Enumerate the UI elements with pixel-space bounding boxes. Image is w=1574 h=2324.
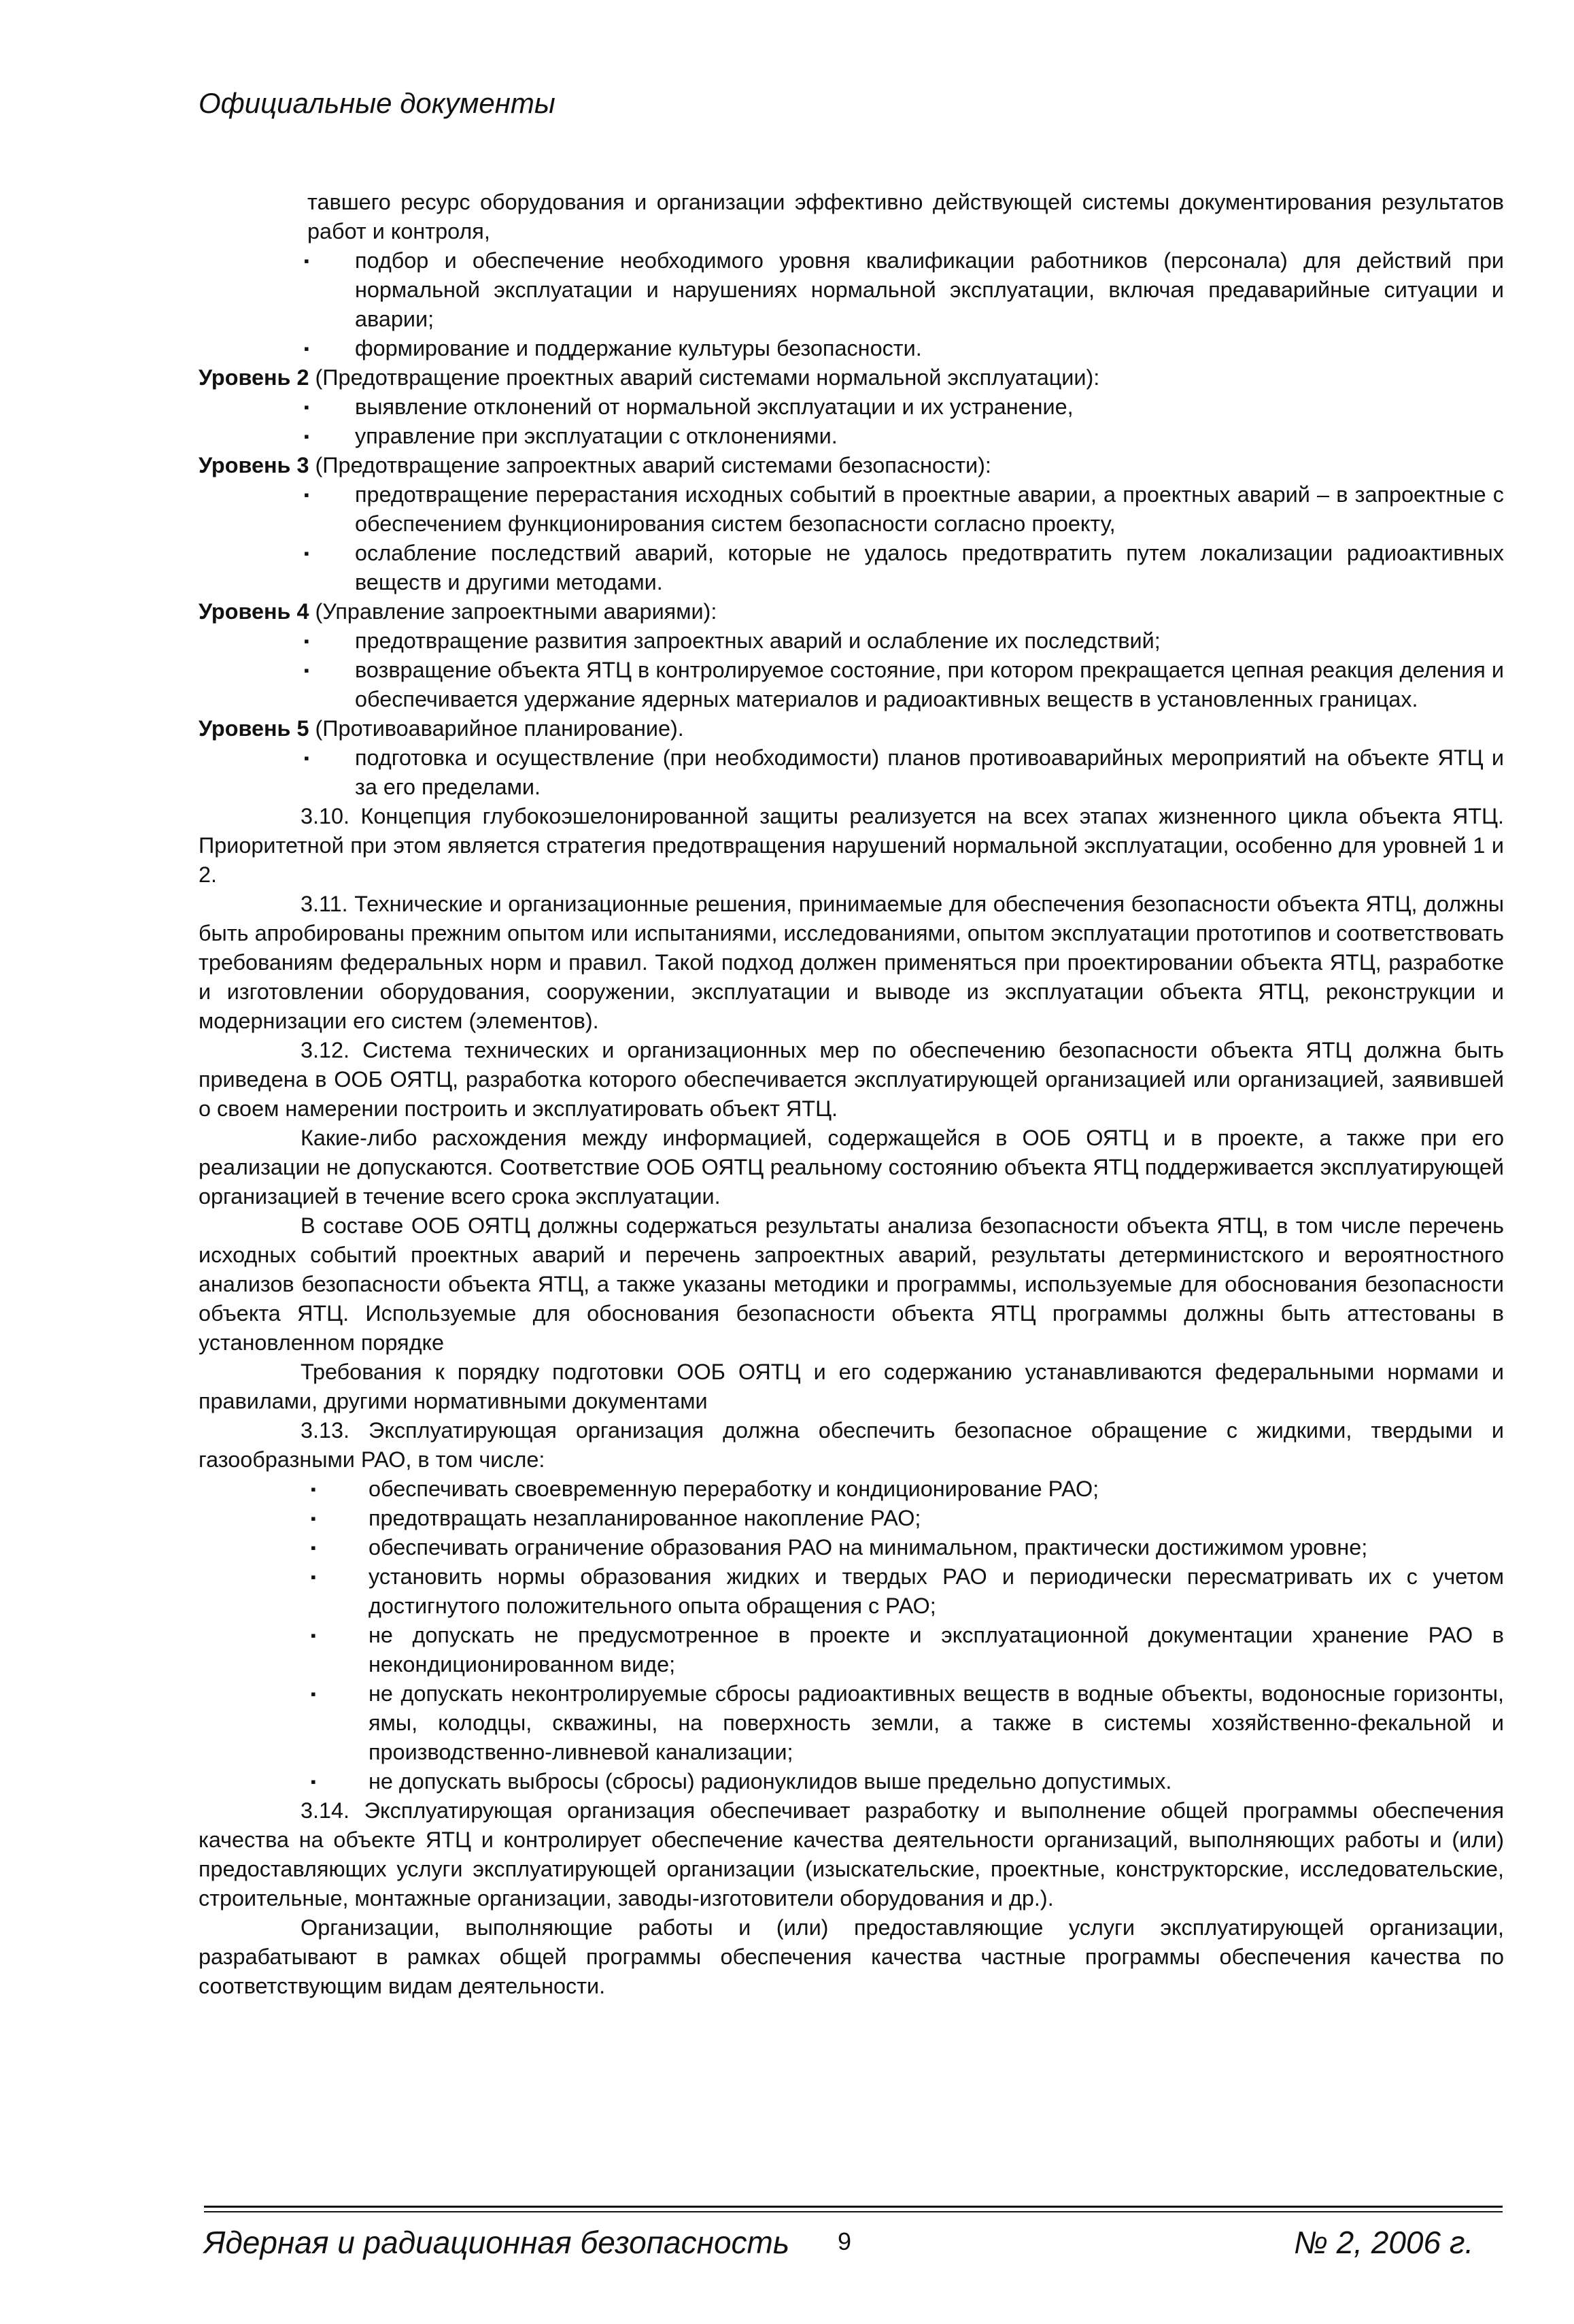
text: предотвращение развития запроектных аварий и ослабление их последствий; bbox=[355, 628, 1161, 653]
bullet-item bbox=[314, 1533, 1504, 1562]
paragraph bbox=[199, 1796, 1504, 1913]
footer-rule-bottom bbox=[204, 2211, 1503, 2212]
text: 3.13. Эксплуатирующая организация должна обеспечить безопасное обращение с жидкими, твердыми и газообразными РАО, в том числе: bbox=[199, 1418, 1504, 1472]
level-label: Уровень 2 bbox=[199, 365, 309, 390]
paragraph bbox=[199, 890, 1504, 1036]
level-heading bbox=[199, 451, 1504, 480]
bullet-item bbox=[314, 1562, 1504, 1621]
level-label: Уровень 5 bbox=[199, 716, 309, 741]
text: 3.11. Технические и организационные решения, принимаемые для обеспечения безопасности объекта ЯТЦ, должны быть апробированы прежним опытом или испытаниями, исследованиями, опытом эксплуатации прототипов и соответствовать требованиям федеральных норм и правил. Такой подход должен применяться при проектировании объекта ЯТЦ, разработке и изготовлении оборудования, сооружении, эксплуатации и выводе из эксплуатации объекта ЯТЦ, реконструкции и модернизации его систем (элементов). bbox=[199, 892, 1504, 1033]
paragraph bbox=[199, 1036, 1504, 1124]
body-text bbox=[199, 188, 1504, 2001]
text: выявление отклонений от нормальной эксплуатации и их устранение, bbox=[355, 394, 1074, 419]
text: 3.14. Эксплуатирующая организация обеспечивает разработку и выполнение общей программы обеспечения качества на объекте ЯТЦ и контролирует обеспечение качества деятельности организаций, выполняющих работы и (или) предоставляющих услуги эксплуатирующей организации (изыскательские, проектные, конструкторские, исследовательские, строительные, монтажные организации, заводы-изготовители оборудования и др.). bbox=[199, 1798, 1504, 1910]
bullet-item bbox=[314, 1767, 1504, 1796]
level-label: Уровень 4 bbox=[199, 599, 309, 624]
paragraph bbox=[307, 188, 1504, 246]
bullet-item bbox=[314, 1504, 1504, 1533]
level-label: Уровень 3 bbox=[199, 453, 309, 477]
paragraph bbox=[199, 802, 1504, 890]
bullet-item bbox=[307, 246, 1504, 334]
bullet-item bbox=[314, 1621, 1504, 1679]
text: предотвращать незапланированное накопление РАО; bbox=[369, 1506, 921, 1530]
text: обеспечивать ограничение образования РАО на минимальном, практически достижимом уровне; bbox=[369, 1535, 1368, 1560]
paragraph bbox=[199, 1913, 1504, 2001]
bullet-item bbox=[314, 1475, 1504, 1504]
paragraph bbox=[199, 1358, 1504, 1416]
paragraph bbox=[199, 1416, 1504, 1475]
bullet-item bbox=[314, 1679, 1504, 1767]
running-header: Официальные документы bbox=[199, 87, 555, 119]
bullet-item bbox=[307, 743, 1504, 802]
bullet-item bbox=[307, 334, 1504, 363]
text: 3.10. Концепция глубокоэшелонированной защиты реализуется на всех этапах жизненного цикла объекта ЯТЦ. Приоритетной при этом является стратегия предотвращения нарушений нормальной эксплуатации, особенно для уровней 1 и 2. bbox=[199, 804, 1504, 887]
text: подбор и обеспечение необходимого уровня квалификации работников (персонала) для действий при нормальной эксплуатации и нарушениях нормальной эксплуатации, включая предаварийные ситуации и аварии; bbox=[355, 248, 1504, 331]
footer-page-number: 9 bbox=[838, 2227, 852, 2255]
text: ослабление последствий аварий, которые не удалось предотвратить путем локализации радиоактивных веществ и другими методами. bbox=[355, 541, 1504, 594]
text: Организации, выполняющие работы и (или) предоставляющие услуги эксплуатирующей организации, разрабатывают в рамках общей программы обеспечения качества частные программы обеспечения качества по соответствующим видам деятельности. bbox=[199, 1915, 1504, 1998]
paragraph bbox=[199, 1124, 1504, 1211]
text: возвращение объекта ЯТЦ в контролируемое состояние, при котором прекращается цепная реакция деления и обеспечивается удержание ядерных материалов и радиоактивных веществ в установленных границах. bbox=[355, 658, 1504, 711]
footer-issue: № 2, 2006 г. bbox=[1294, 2225, 1474, 2260]
text: формирование и поддержание культуры безопасности. bbox=[355, 336, 922, 360]
text: не допускать выбросы (сбросы) радионуклидов выше предельно допустимых. bbox=[369, 1769, 1172, 1793]
text: В составе ООБ ОЯТЦ должны содержаться результаты анализа безопасности объекта ЯТЦ, в том числе перечень исходных событий проектных аварий и перечень запроектных аварий, результаты детерминистского и вероятностного анализов безопасности объекта ЯТЦ, а также указаны методики и программы, используемые для обоснования безопасности объекта ЯТЦ. Используемые для обоснования безопасности объекта ЯТЦ программы должны быть аттестованы в установленном порядке bbox=[199, 1213, 1504, 1355]
text: подготовка и осуществление (при необходимости) планов противоаварийных мероприятий на объекте ЯТЦ и за его пределами. bbox=[355, 745, 1504, 799]
bullet-item bbox=[307, 392, 1504, 422]
text: предотвращение перерастания исходных событий в проектные аварии, а проектных аварий – в запроектные с обеспечением функционирования систем безопасности согласно проекту, bbox=[355, 482, 1504, 536]
footer-rule-top bbox=[204, 2206, 1503, 2208]
text: (Предотвращение проектных аварий системами нормальной эксплуатации): bbox=[309, 365, 1100, 390]
text: тавшего ресурс оборудования и организации эффективно действующей системы документирования результатов работ и контроля, bbox=[307, 190, 1504, 243]
bullet-item bbox=[307, 480, 1504, 539]
bullet-item bbox=[307, 539, 1504, 597]
text: не допускать неконтролируемые сбросы радиоактивных веществ в водные объекты, водоносные горизонты, ямы, колодцы, скважины, на поверхность земли, а также в системы хозяйственно-фекальной и производственно-ливневой канализации; bbox=[369, 1681, 1504, 1764]
text: (Управление запроектными авариями): bbox=[309, 599, 717, 624]
text: 3.12. Система технических и организационных мер по обеспечению безопасности объекта ЯТЦ должна быть приведена в ООБ ОЯТЦ, разработка которого обеспечивается эксплуатирующей организацией или организацией, заявившей о своем намерении построить и эксплуатировать объект ЯТЦ. bbox=[199, 1038, 1504, 1121]
bullet-item bbox=[307, 626, 1504, 656]
level-heading bbox=[199, 714, 1504, 743]
level-heading bbox=[199, 597, 1504, 626]
paragraph bbox=[199, 1211, 1504, 1358]
text: Требования к порядку подготовки ООБ ОЯТЦ и его содержанию устанавливаются федеральными нормами и правилами, другими нормативными документами bbox=[199, 1360, 1504, 1413]
text: (Предотвращение запроектных аварий системами безопасности): bbox=[309, 453, 991, 477]
level-heading bbox=[199, 363, 1504, 392]
text: (Противоаварийное планирование). bbox=[309, 716, 684, 741]
bullet-item bbox=[307, 422, 1504, 451]
bullet-item bbox=[307, 656, 1504, 714]
text: Какие-либо расхождения между информацией, содержащейся в ООБ ОЯТЦ и в проекте, а также при его реализации не допускаются. Соответствие ООБ ОЯТЦ реальному состоянию объекта ЯТЦ поддерживается эксплуатирующей организацией в течение всего срока эксплуатации. bbox=[199, 1126, 1504, 1209]
text: не допускать не предусмотренное в проекте и эксплуатационной документации хранение РАО в некондиционированном виде; bbox=[369, 1623, 1504, 1677]
text: установить нормы образования жидких и твердых РАО и периодически пересматривать их с учетом достигнутого положительного опыта обращения с РАО; bbox=[369, 1564, 1504, 1618]
footer-journal-title: Ядерная и радиационная безопасность bbox=[204, 2225, 790, 2260]
text: обеспечивать своевременную переработку и кондиционирование РАО; bbox=[369, 1477, 1099, 1501]
text: управление при эксплуатации с отклонениями. bbox=[355, 424, 838, 448]
